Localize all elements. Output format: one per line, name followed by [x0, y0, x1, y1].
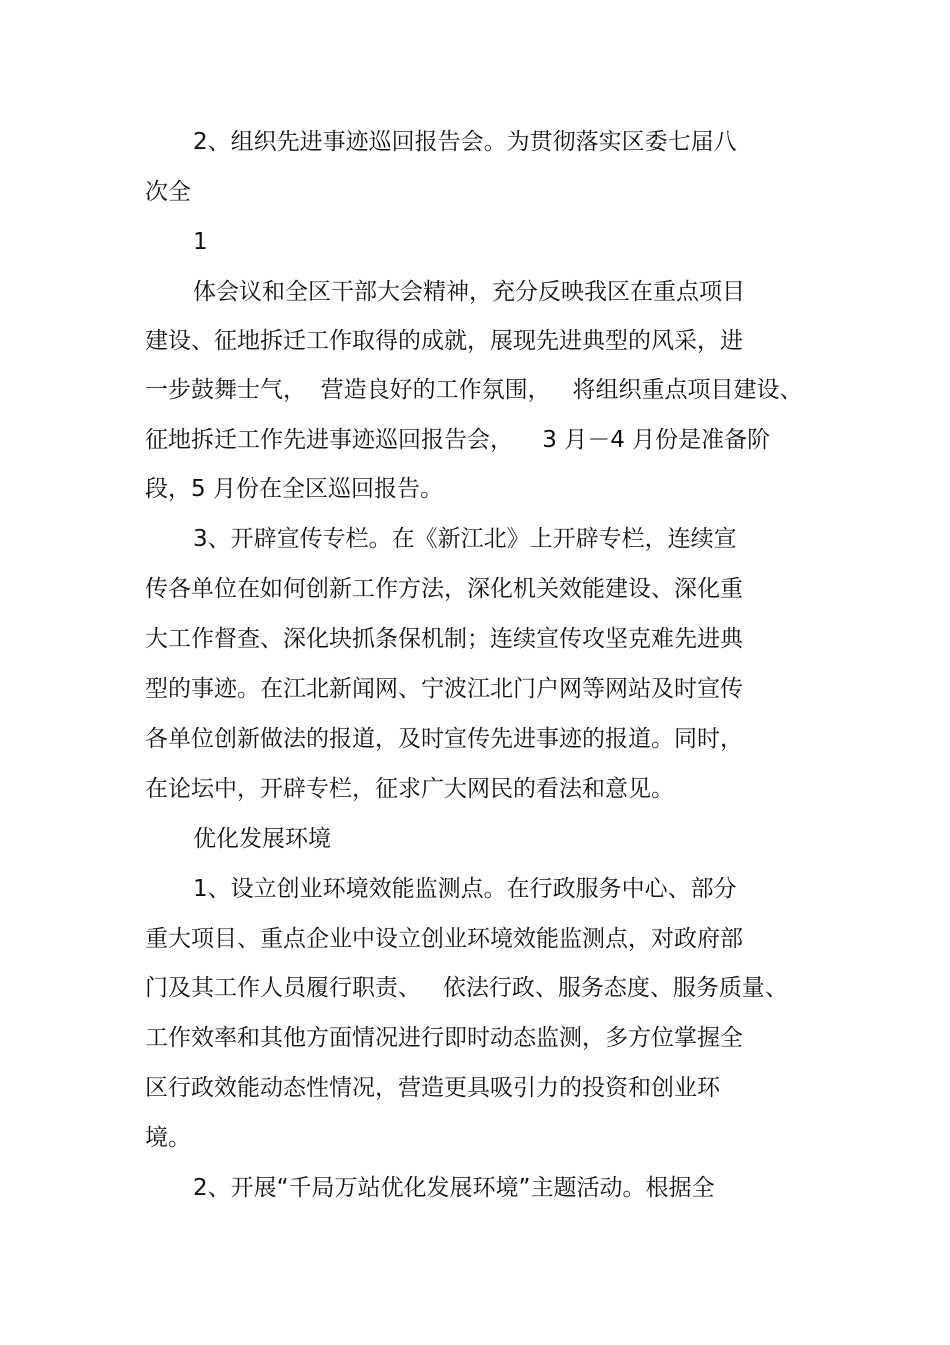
text-line: 各单位创新做法的报道，及时宣传先进事迹的报道。同时， — [145, 726, 743, 752]
page-number: 1 — [193, 229, 208, 255]
text-line: 建设、征地拆迁工作取得的成就，展现先进典型的风采，进 — [145, 328, 743, 354]
text-line: 2、开展“千局万站优化发展环境”主题活动。根据全 — [193, 1175, 715, 1201]
text-line: 2、组织先进事迹巡回报告会。为贯彻落实区委七届八 — [193, 129, 737, 155]
text-line: 1、设立创业环境效能监测点。在行政服务中心、部分 — [193, 876, 737, 902]
text-line: 征地拆迁工作先进事迹巡回报告会， 3 月－4 月份是准备阶 — [145, 427, 771, 453]
section-heading: 优化发展环境 — [193, 826, 331, 852]
text-line: 境。 — [145, 1125, 191, 1151]
text-line: 门及其工作人员履行职责、 依法行政、服务态度、服务质量、 — [145, 975, 788, 1001]
text-line: 区行政效能动态性情况，营造更具吸引力的投资和创业环 — [145, 1075, 720, 1101]
text-line: 工作效率和其他方面情况进行即时动态监测，多方位掌握全 — [145, 1025, 743, 1051]
text-line: 传各单位在如何创新工作方法，深化机关效能建设、深化重 — [145, 576, 743, 602]
text-line: 体会议和全区干部大会精神，充分反映我区在重点项目 — [193, 279, 745, 305]
text-line: 型的事迹。在江北新闻网、宁波江北门户网等网站及时宣传 — [145, 676, 743, 702]
text-line: 一步鼓舞士气， 营造良好的工作氛围， 将组织重点项目建设、 — [145, 377, 803, 403]
text-line: 在论坛中，开辟专栏，征求广大网民的看法和意见。 — [145, 776, 674, 802]
text-line: 次全 — [145, 179, 191, 205]
text-line: 重大项目、重点企业中设立创业环境效能监测点，对政府部 — [145, 926, 743, 952]
text-line: 3、开辟宣传专栏。在《新江北》上开辟专栏，连续宣 — [193, 526, 737, 552]
text-line: 段，5 月份在全区巡回报告。 — [145, 476, 443, 502]
text-line: 大工作督查、深化块抓条保机制；连续宣传攻坚克难先进典 — [145, 626, 743, 652]
